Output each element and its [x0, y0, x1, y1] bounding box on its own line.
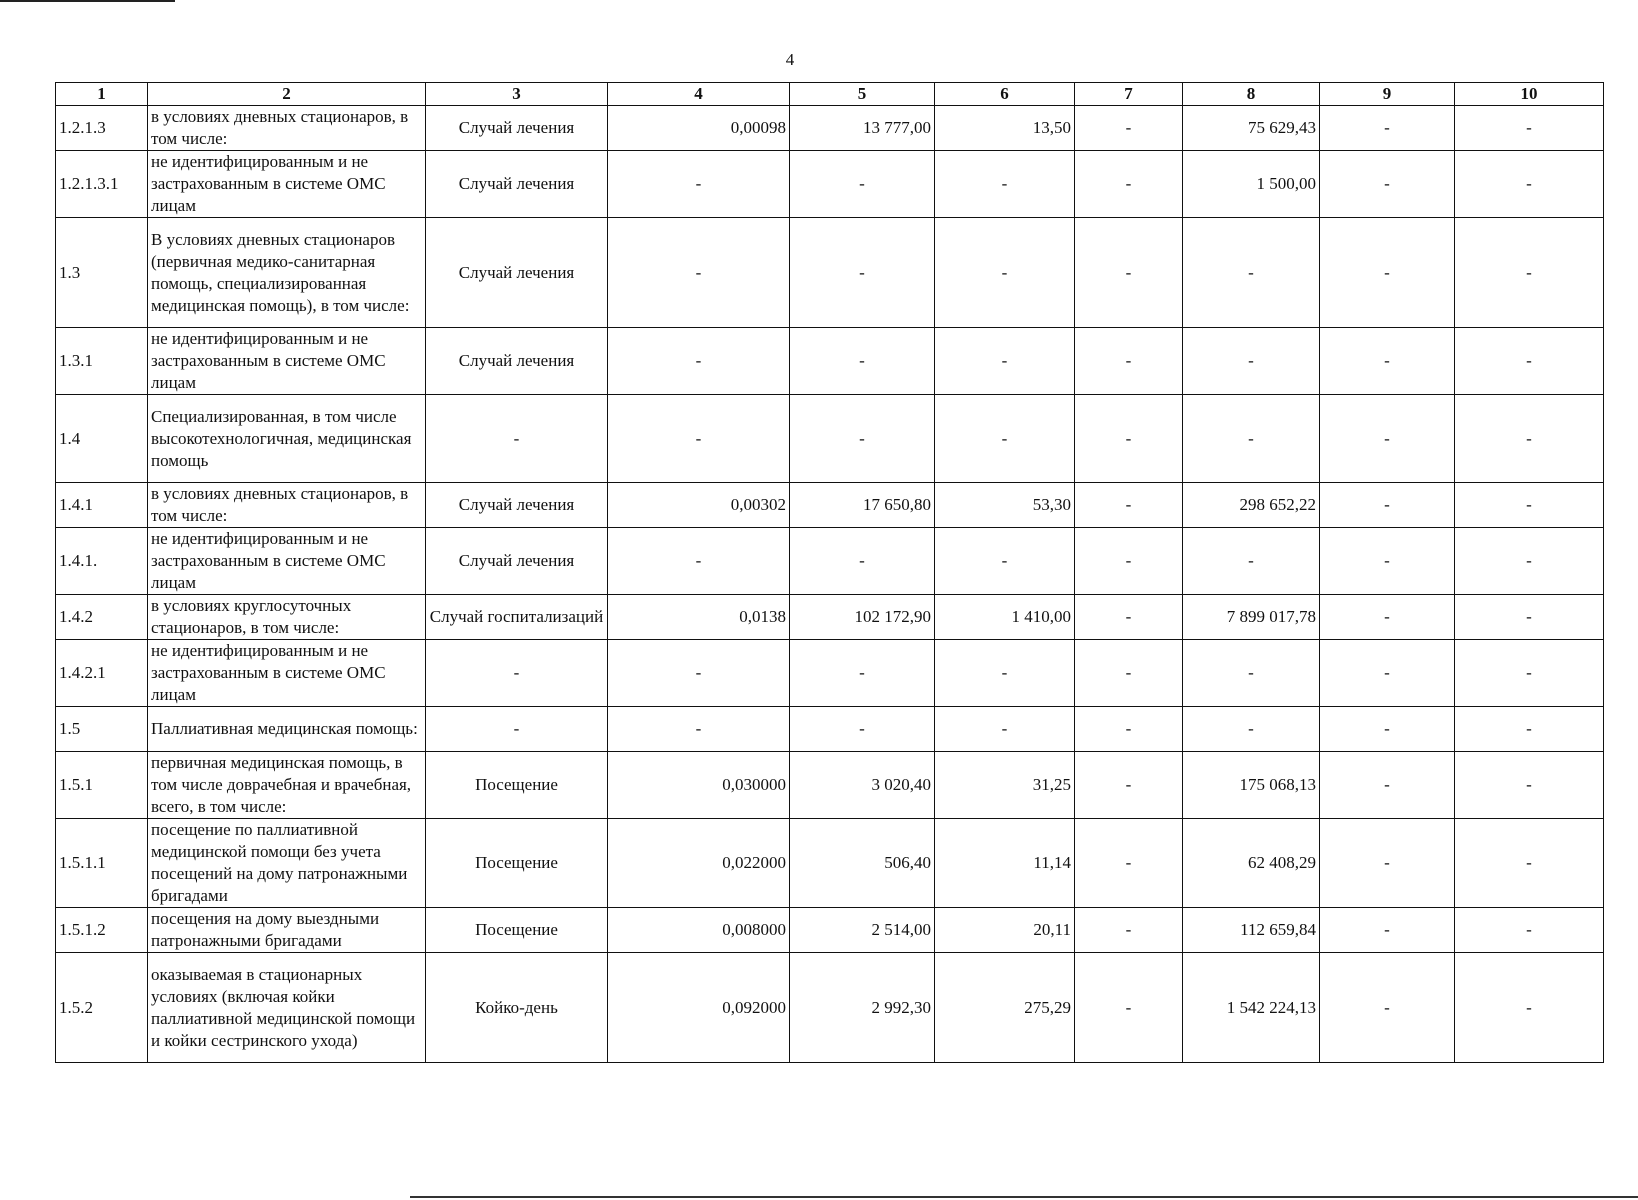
- cell-c7: -: [1075, 752, 1183, 819]
- column-header-7: 7: [1075, 83, 1183, 106]
- cell-c9: -: [1320, 819, 1455, 908]
- table-row: [56, 395, 1604, 483]
- cell-name: не идентифицированным и не застрахованным в системе ОМС лицам: [148, 328, 426, 395]
- cell-c5: -: [790, 640, 935, 707]
- cell-code: 1.5.1.1: [56, 819, 148, 908]
- cell-code: 1.5: [56, 707, 148, 752]
- cell-name: не идентифицированным и не застрахованным в системе ОМС лицам: [148, 640, 426, 707]
- cell-c9: -: [1320, 106, 1455, 151]
- cell-c7: -: [1075, 483, 1183, 528]
- cell-unit: -: [426, 395, 608, 483]
- cell-c6: 1 410,00: [935, 595, 1075, 640]
- cell-c9: -: [1320, 908, 1455, 953]
- cell-name: посещение по паллиативной медицинской помощи без учета посещений на дому патронажными бригадами: [148, 819, 426, 908]
- cell-c10: -: [1455, 707, 1604, 752]
- cell-c10: -: [1455, 106, 1604, 151]
- cell-c4: 0,092000: [608, 953, 790, 1063]
- cell-c9: -: [1320, 953, 1455, 1063]
- cell-c7: -: [1075, 707, 1183, 752]
- cell-c7: -: [1075, 528, 1183, 595]
- cell-c10: -: [1455, 908, 1604, 953]
- cell-c7: -: [1075, 640, 1183, 707]
- cell-name: в условиях дневных стационаров, в том числе:: [148, 106, 426, 151]
- cell-c10: -: [1455, 819, 1604, 908]
- cell-c4: -: [608, 328, 790, 395]
- cell-c6: 13,50: [935, 106, 1075, 151]
- cell-c6: -: [935, 328, 1075, 395]
- cell-c9: -: [1320, 483, 1455, 528]
- cell-code: 1.4.1: [56, 483, 148, 528]
- cell-c9: -: [1320, 595, 1455, 640]
- cell-c4: 0,00098: [608, 106, 790, 151]
- cell-c10: -: [1455, 528, 1604, 595]
- column-header-4: 4: [608, 83, 790, 106]
- cell-c6: -: [935, 395, 1075, 483]
- cell-c6: -: [935, 528, 1075, 595]
- table-row: [56, 819, 1604, 908]
- cell-c9: -: [1320, 640, 1455, 707]
- cell-c4: 0,030000: [608, 752, 790, 819]
- cell-c8: -: [1183, 395, 1320, 483]
- cell-c7: -: [1075, 819, 1183, 908]
- cell-name: не идентифицированным и не застрахованным в системе ОМС лицам: [148, 151, 426, 218]
- column-header-2: 2: [148, 83, 426, 106]
- cell-c10: -: [1455, 953, 1604, 1063]
- cell-c7: -: [1075, 395, 1183, 483]
- cell-c5: 2 992,30: [790, 953, 935, 1063]
- table-body: [56, 106, 1604, 1063]
- table-row: [56, 328, 1604, 395]
- cell-c4: -: [608, 151, 790, 218]
- cell-name: не идентифицированным и не застрахованным в системе ОМС лицам: [148, 528, 426, 595]
- cell-c4: 0,00302: [608, 483, 790, 528]
- cell-c6: 53,30: [935, 483, 1075, 528]
- cell-name: посещения на дому выездными патронажными бригадами: [148, 908, 426, 953]
- cell-c8: 7 899 017,78: [1183, 595, 1320, 640]
- cell-name: в условиях круглосуточных стационаров, в том числе:: [148, 595, 426, 640]
- cell-c8: -: [1183, 328, 1320, 395]
- cell-c10: -: [1455, 218, 1604, 328]
- cell-c9: -: [1320, 707, 1455, 752]
- cell-c8: 75 629,43: [1183, 106, 1320, 151]
- cell-c9: -: [1320, 328, 1455, 395]
- cell-c4: -: [608, 707, 790, 752]
- cell-c5: -: [790, 528, 935, 595]
- cell-c4: -: [608, 528, 790, 595]
- cell-c8: -: [1183, 640, 1320, 707]
- column-header-8: 8: [1183, 83, 1320, 106]
- column-header-1: 1: [56, 83, 148, 106]
- cell-name: Специализированная, в том числе высокотехнологичная, медицинская помощь: [148, 395, 426, 483]
- cell-c4: 0,0138: [608, 595, 790, 640]
- cell-c4: 0,022000: [608, 819, 790, 908]
- cell-c4: -: [608, 640, 790, 707]
- cell-c9: -: [1320, 151, 1455, 218]
- column-header-10: 10: [1455, 83, 1604, 106]
- cell-unit: Случай лечения: [426, 528, 608, 595]
- table-row: [56, 752, 1604, 819]
- column-header-5: 5: [790, 83, 935, 106]
- cell-code: 1.5.2: [56, 953, 148, 1063]
- table-row: [56, 106, 1604, 151]
- table-row: [56, 908, 1604, 953]
- cell-unit: -: [426, 640, 608, 707]
- cell-c5: -: [790, 328, 935, 395]
- cell-c6: -: [935, 151, 1075, 218]
- table-row: [56, 640, 1604, 707]
- cell-code: 1.4.1.: [56, 528, 148, 595]
- cell-c6: 31,25: [935, 752, 1075, 819]
- cell-c8: 62 408,29: [1183, 819, 1320, 908]
- cell-c8: -: [1183, 707, 1320, 752]
- cell-c7: -: [1075, 953, 1183, 1063]
- cell-code: 1.5.1.2: [56, 908, 148, 953]
- cell-c8: 298 652,22: [1183, 483, 1320, 528]
- cell-c6: -: [935, 707, 1075, 752]
- table-header-row: [56, 83, 1604, 106]
- cell-name: оказываемая в стационарных условиях (включая койки паллиативной медицинской помощи и койки сестринского ухода): [148, 953, 426, 1063]
- cell-unit: Случай госпитализаций: [426, 595, 608, 640]
- table-row: [56, 528, 1604, 595]
- cell-c9: -: [1320, 395, 1455, 483]
- table-row: [56, 707, 1604, 752]
- cell-c4: -: [608, 395, 790, 483]
- table-row: [56, 483, 1604, 528]
- cell-c5: 3 020,40: [790, 752, 935, 819]
- cell-c5: 17 650,80: [790, 483, 935, 528]
- cell-c5: 506,40: [790, 819, 935, 908]
- cell-c6: -: [935, 640, 1075, 707]
- cell-unit: Койко-день: [426, 953, 608, 1063]
- cell-code: 1.2.1.3.1: [56, 151, 148, 218]
- cell-unit: Посещение: [426, 908, 608, 953]
- cell-c7: -: [1075, 328, 1183, 395]
- cell-c7: -: [1075, 218, 1183, 328]
- cell-c5: -: [790, 707, 935, 752]
- cell-c4: -: [608, 218, 790, 328]
- cell-c5: -: [790, 151, 935, 218]
- cell-unit: Случай лечения: [426, 328, 608, 395]
- cell-c10: -: [1455, 595, 1604, 640]
- cell-c8: -: [1183, 528, 1320, 595]
- page-number: 4: [785, 50, 795, 69]
- cell-c5: 2 514,00: [790, 908, 935, 953]
- cell-c8: 1 542 224,13: [1183, 953, 1320, 1063]
- cell-unit: Случай лечения: [426, 151, 608, 218]
- cell-c10: -: [1455, 395, 1604, 483]
- cell-code: 1.2.1.3: [56, 106, 148, 151]
- cell-c5: -: [790, 395, 935, 483]
- table-row: [56, 953, 1604, 1063]
- cell-code: 1.4.2: [56, 595, 148, 640]
- cell-c10: -: [1455, 151, 1604, 218]
- column-header-6: 6: [935, 83, 1075, 106]
- cell-c9: -: [1320, 752, 1455, 819]
- cell-c9: -: [1320, 528, 1455, 595]
- data-table: [55, 82, 1604, 1063]
- cell-name: в условиях дневных стационаров, в том числе:: [148, 483, 426, 528]
- column-header-9: 9: [1320, 83, 1455, 106]
- cell-c7: -: [1075, 151, 1183, 218]
- cell-code: 1.4.2.1: [56, 640, 148, 707]
- cell-c4: 0,008000: [608, 908, 790, 953]
- cell-c6: -: [935, 218, 1075, 328]
- cell-c8: 175 068,13: [1183, 752, 1320, 819]
- cell-c10: -: [1455, 752, 1604, 819]
- cell-unit: Случай лечения: [426, 483, 608, 528]
- cell-name: Паллиативная медицинская помощь:: [148, 707, 426, 752]
- bottom-rule: [410, 1196, 1638, 1198]
- cell-c6: 20,11: [935, 908, 1075, 953]
- cell-c8: -: [1183, 218, 1320, 328]
- top-rule: [0, 0, 175, 2]
- cell-c8: 112 659,84: [1183, 908, 1320, 953]
- cell-c10: -: [1455, 328, 1604, 395]
- cell-c5: 102 172,90: [790, 595, 935, 640]
- cell-c7: -: [1075, 595, 1183, 640]
- cell-name: первичная медицинская помощь, в том числе доврачебная и врачебная, всего, в том числе:: [148, 752, 426, 819]
- cell-c9: -: [1320, 218, 1455, 328]
- column-header-3: 3: [426, 83, 608, 106]
- cell-unit: Посещение: [426, 752, 608, 819]
- cell-unit: Посещение: [426, 819, 608, 908]
- cell-code: 1.4: [56, 395, 148, 483]
- cell-unit: Случай лечения: [426, 218, 608, 328]
- cell-code: 1.3: [56, 218, 148, 328]
- cell-c5: 13 777,00: [790, 106, 935, 151]
- cell-unit: Случай лечения: [426, 106, 608, 151]
- cell-name: В условиях дневных стационаров (первичная медико-санитарная помощь, специализированная медицинская помощь), в том числе:: [148, 218, 426, 328]
- cell-c5: -: [790, 218, 935, 328]
- table-row: [56, 218, 1604, 328]
- cell-unit: -: [426, 707, 608, 752]
- cell-c7: -: [1075, 908, 1183, 953]
- cell-c7: -: [1075, 106, 1183, 151]
- cell-c6: 275,29: [935, 953, 1075, 1063]
- cell-c6: 11,14: [935, 819, 1075, 908]
- cell-code: 1.5.1: [56, 752, 148, 819]
- cell-c10: -: [1455, 483, 1604, 528]
- cell-c10: -: [1455, 640, 1604, 707]
- cell-code: 1.3.1: [56, 328, 148, 395]
- table-row: [56, 151, 1604, 218]
- cell-c8: 1 500,00: [1183, 151, 1320, 218]
- table-row: [56, 595, 1604, 640]
